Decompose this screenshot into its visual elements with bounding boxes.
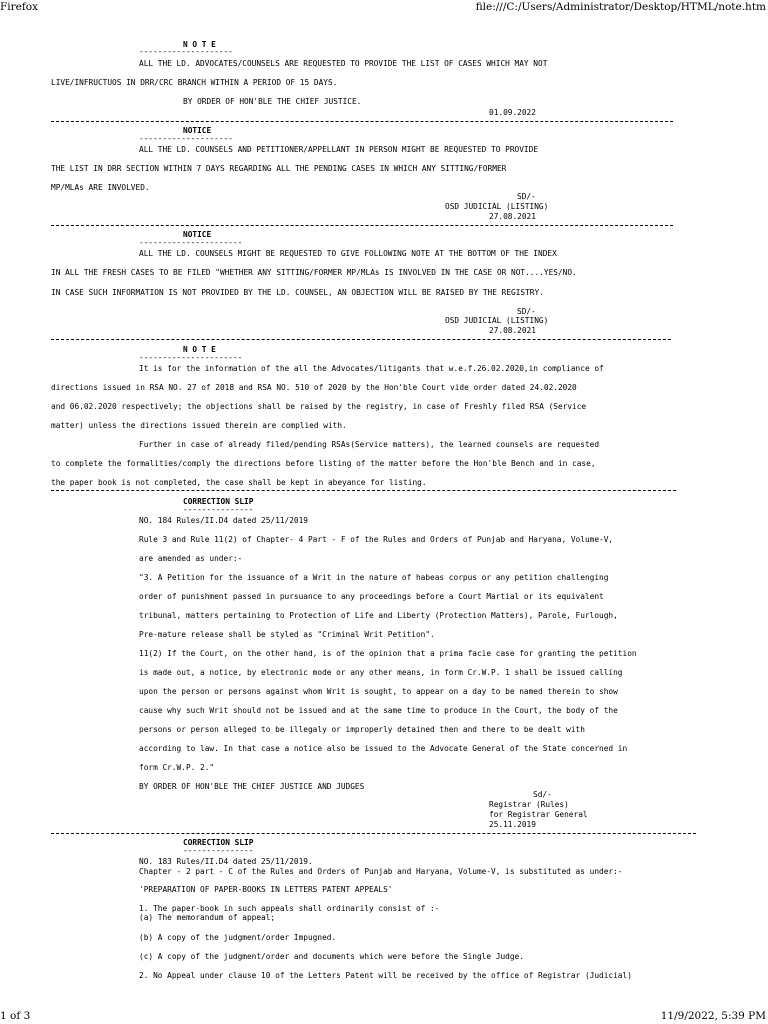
note4-line: matter) unless the directions issued therein are complied with. xyxy=(51,421,347,430)
page-indicator: 1 of 3 xyxy=(0,1010,31,1022)
correction2-line: 2. No Appeal under clause 10 of the Letters Patent will be received by the office of Registrar (Judicial) xyxy=(139,971,632,980)
correction1-line: Pre-mature release shall be styled as "Criminal Writ Petition". xyxy=(139,630,435,639)
correction2-underline: --------------- xyxy=(183,846,254,855)
correction1-ref: NO. 184 Rules/II.D4 dated 25/11/2019 xyxy=(139,516,308,525)
print-footer xyxy=(0,1008,768,1024)
correction2-line: 1. The paper-book in such appeals shall ordinarily consist of :- xyxy=(139,904,440,913)
correction1-heading: CORRECTION SLIP xyxy=(183,497,254,506)
note1-date: 01.09.2022 xyxy=(489,108,536,117)
correction1-sd: Sd/- xyxy=(533,790,552,799)
section-divider xyxy=(51,225,673,226)
section-divider xyxy=(51,490,676,491)
correction1-line: order of punishment passed in pursuance to any proceedings before a Court Martial or its equivalent xyxy=(139,592,604,601)
print-header xyxy=(0,0,768,14)
note4-line: and 06.02.2020 respectively; the objections shall be raised by the registry, in case of Freshly filed RSA (Service xyxy=(51,402,587,411)
notice2-underline: -------------------- xyxy=(139,134,233,143)
correction1-date: 25.11.2019 xyxy=(489,820,536,829)
notice2-line: ALL THE LD. COUNSELS AND PETITIONER/APPELLANT IN PERSON MIGHT BE REQUESTED TO PROVIDE xyxy=(139,145,539,154)
section-divider xyxy=(51,339,671,340)
note4-line: directions issued in RSA NO. 27 of 2018 and RSA NO. 510 of 2020 by the Hon'ble Court vide order dated 24.02.2020 xyxy=(51,383,577,392)
notice2-sd: SD/- xyxy=(517,192,536,201)
notice3-underline: ---------------------- xyxy=(139,238,243,247)
correction2-line: (a) The memorandum of appeal; xyxy=(139,913,276,922)
correction2-line: Chapter - 2 part - C of the Rules and Orders of Punjab and Haryana, Volume-V, is substituted as under:- xyxy=(139,867,623,876)
correction2-ref: NO. 183 Rules/II.D4 dated 25/11/2019. xyxy=(139,857,313,866)
correction1-line: according to law. In that case a notice also be issued to the Advocate General of the State concerned in xyxy=(139,744,628,753)
notice3-sd: SD/- xyxy=(517,307,536,316)
section-divider xyxy=(51,121,673,122)
file-url: file:///C:/Users/Administrator/Desktop/HTML/note.htm xyxy=(475,1,766,13)
notice2-osd: OSD JUDICIAL (LISTING) xyxy=(445,202,549,211)
notice2-heading: NOTICE xyxy=(183,126,212,135)
correction1-line: Rule 3 and Rule 11(2) of Chapter- 4 Part - F of the Rules and Orders of Punjab and Haryana, Volume-V, xyxy=(139,535,614,544)
note4-line: to complete the formalities/comply the directions before listing of the matter before the Hon'ble Bench and in case, xyxy=(51,459,596,468)
correction1-line: 11(2) If the Court, on the other hand, is of the opinion that a prima facie case for granting the petition xyxy=(139,649,637,658)
note1-line: LIVE/INFRUCTUOS IN DRR/CRC BRANCH WITHIN A PERIOD OF 15 DAYS. xyxy=(51,78,338,87)
correction1-registrar: Registrar (Rules) xyxy=(489,800,569,809)
correction1-line: cause why such Writ should not be issued and at the same time to produce in the Court, the body of the xyxy=(139,706,618,715)
note1-line: ALL THE LD. ADVOCATES/COUNSELS ARE REQUESTED TO PROVIDE THE LIST OF CASES WHICH MAY NOT xyxy=(139,59,548,68)
notice3-line: ALL THE LD. COUNSELS MIGHT BE REQUESTED TO GIVE FOLLOWING NOTE AT THE BOTTOM OF THE INDEX xyxy=(139,249,557,258)
correction2-line: (b) A copy of the judgment/order Impugned. xyxy=(139,933,337,942)
notice2-line: THE LIST IN DRR SECTION WITHIN 7 DAYS REGARDING ALL THE PENDING CASES IN WHICH ANY SITTING/FORMER xyxy=(51,164,507,173)
note4-heading: N O T E xyxy=(183,345,216,354)
note1-underline: -------------------- xyxy=(139,47,233,56)
browser-title: Firefox xyxy=(0,1,39,13)
correction2-heading: CORRECTION SLIP xyxy=(183,838,254,847)
correction1-line: upon the person or persons against whom Writ is sought, to appear on a day to be named therein to show xyxy=(139,687,618,696)
notice2-date: 27.08.2021 xyxy=(489,212,536,221)
correction1-line: "3. A Petition for the issuance of a Writ in the nature of habeas corpus or any petition challenging xyxy=(139,573,609,582)
correction1-line: tribunal, matters pertaining to Protection of Life and Liberty (Protection Matters), Parole, Furlough, xyxy=(139,611,618,620)
correction1-order: BY ORDER OF HON'BLE THE CHIEF JUSTICE AND JUDGES xyxy=(139,782,365,791)
correction1-line: is made out, a notice, by electronic mode or any other means, in form Cr.W.P. 1 shall be issued calling xyxy=(139,668,623,677)
note4-line: It is for the information of the all the Advocates/litigants that w.e.f.26.02.2020,in compliance of xyxy=(139,364,604,373)
notice3-date: 27.08.2021 xyxy=(489,326,536,335)
correction1-line: are amended as under:- xyxy=(139,554,243,563)
note4-line: the paper book is not completed, the case shall be kept in abeyance for listing. xyxy=(51,478,427,487)
notice3-heading: NOTICE xyxy=(183,230,212,239)
note1-order: BY ORDER OF HON'BLE THE CHIEF JUSTICE. xyxy=(183,97,362,106)
correction1-underline: --------------- xyxy=(183,505,254,514)
notice3-osd: OSD JUDICIAL (LISTING) xyxy=(445,316,549,325)
notice3-line: IN ALL THE FRESH CASES TO BE FILED "WHETHER ANY SITTING/FORMER MP/MLAs IS INVOLVED IN THE CASE OR NOT....YES/NO. xyxy=(51,268,577,277)
note4-underline: ---------------------- xyxy=(139,353,243,362)
correction2-line: (c) A copy of the judgment/order and documents which were before the Single Judge. xyxy=(139,952,524,961)
correction1-line: persons or person alleged to be illegaly or improperly detained then and there to be dealt with xyxy=(139,725,585,734)
correction2-line: 'PREPARATION OF PAPER-BOOKS IN LETTERS PATENT APPEALS' xyxy=(139,885,393,894)
correction1-registrar-general: for Registrar General xyxy=(489,810,588,819)
note4-line: Further in case of already filed/pending RSAs(Service matters), the learned counsels are requested xyxy=(139,440,600,449)
notice2-line: MP/MLAs ARE INVOLVED. xyxy=(51,183,150,192)
notice3-line: IN CASE SUCH INFORMATION IS NOT PROVIDED BY THE LD. COUNSEL, AN OBJECTION WILL BE RAISED BY THE REGISTRY. xyxy=(51,288,544,297)
note1-heading: N O T E xyxy=(183,40,216,49)
print-datetime: 11/9/2022, 5:39 PM xyxy=(660,1010,766,1022)
correction1-line: form Cr.W.P. 2." xyxy=(139,763,215,772)
section-divider xyxy=(51,833,696,834)
